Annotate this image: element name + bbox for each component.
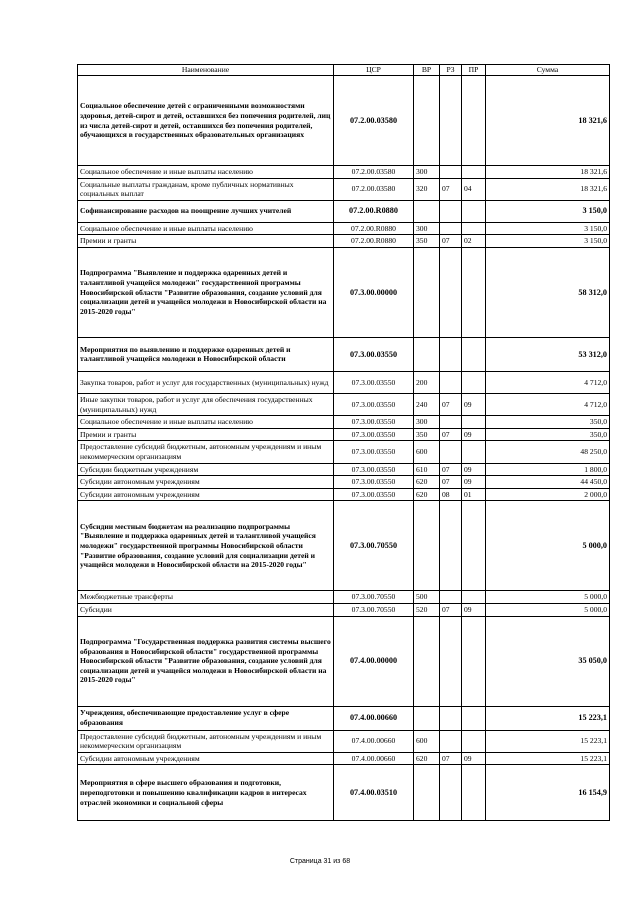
row-vr: 620 [414, 476, 440, 489]
row-csr: 07.4.00.00660 [334, 730, 414, 752]
row-csr: 07.3.00.70550 [334, 603, 414, 616]
row-name: Субсидии местным бюджетам на реализацию подпрограммы "Выявление и поддержка одаренных детей и талантливой учащейся молодежи" государственной программы Новосибирской области "Развитие образования, создание условий для социализации детей и учащейся молодежи в Новосибирской области на 2015-2020 годы" [78, 501, 334, 591]
row-pr [462, 337, 486, 371]
row-pr: 09 [462, 428, 486, 441]
table-row [78, 337, 610, 371]
row-sum: 3 150,0 [486, 200, 610, 222]
row-sum: 5 000,0 [486, 501, 610, 591]
row-sum: 1 800,0 [486, 463, 610, 476]
table-row [78, 393, 610, 415]
row-pr [462, 706, 486, 730]
row-vr: 300 [414, 166, 440, 179]
row-csr: 07.2.00.R0880 [334, 222, 414, 235]
row-vr [414, 247, 440, 337]
row-pr [462, 200, 486, 222]
row-name: Софинансирование расходов на поощрение лучших учителей [78, 200, 334, 222]
table-row [78, 441, 610, 463]
table-row [78, 166, 610, 179]
row-pr [462, 591, 486, 604]
row-rz: 07 [440, 603, 462, 616]
table-row [78, 603, 610, 616]
row-name: Социальное обеспечение и иные выплаты населению [78, 416, 334, 429]
row-name: Субсидии автономным учреждениям [78, 476, 334, 489]
row-sum: 2 000,0 [486, 488, 610, 501]
row-sum: 3 150,0 [486, 235, 610, 248]
row-rz [440, 501, 462, 591]
header-rz: РЗ [440, 65, 462, 76]
row-rz: 07 [440, 178, 462, 200]
row-name: Субсидии автономным учреждениям [78, 488, 334, 501]
row-csr: 07.3.00.03550 [334, 337, 414, 371]
row-pr: 09 [462, 603, 486, 616]
row-vr [414, 337, 440, 371]
row-csr: 07.3.00.70550 [334, 591, 414, 604]
row-csr: 07.2.00.R0880 [334, 235, 414, 248]
row-sum: 35 050,0 [486, 616, 610, 706]
row-name: Социальное обеспечение и иные выплаты населению [78, 222, 334, 235]
row-rz [440, 591, 462, 604]
row-csr: 07.3.00.03550 [334, 463, 414, 476]
row-vr [414, 706, 440, 730]
row-rz [440, 765, 462, 821]
table-row [78, 765, 610, 821]
row-name: Закупка товаров, работ и услуг для государственных (муниципальных) нужд [78, 371, 334, 393]
table-header-row [78, 65, 610, 76]
row-vr: 520 [414, 603, 440, 616]
row-vr [414, 616, 440, 706]
row-name: Социальное обеспечение детей с ограниченными возможностями здоровья, детей-сирот и детей, оставшихся без попечения родителей, лиц из числа детей-сирот и детей, оставшихся без попечения родителей, обучающихся в государственных образовательных организациях [78, 76, 334, 166]
row-rz [440, 371, 462, 393]
table-row [78, 616, 610, 706]
row-csr: 07.2.00.R0880 [334, 200, 414, 222]
row-rz [440, 441, 462, 463]
row-sum: 5 000,0 [486, 603, 610, 616]
row-name: Субсидии [78, 603, 334, 616]
row-csr: 07.3.00.03550 [334, 393, 414, 415]
table-row [78, 752, 610, 765]
row-sum: 15 223,1 [486, 752, 610, 765]
header-sum: Сумма [486, 65, 610, 76]
budget-table [77, 64, 610, 821]
row-rz [440, 616, 462, 706]
row-pr [462, 222, 486, 235]
row-vr: 320 [414, 178, 440, 200]
row-rz [440, 166, 462, 179]
table-row [78, 222, 610, 235]
row-name: Мероприятия в сфере высшего образования и подготовки, переподготовки и повышению квалификации кадров в интересах отраслей экономики и социальной сферы [78, 765, 334, 821]
row-sum: 350,0 [486, 428, 610, 441]
row-pr: 04 [462, 178, 486, 200]
header-name: Наименование [78, 65, 334, 76]
row-rz: 07 [440, 476, 462, 489]
row-pr [462, 371, 486, 393]
row-csr: 07.3.00.03550 [334, 488, 414, 501]
row-pr: 09 [462, 476, 486, 489]
row-csr: 07.4.00.00660 [334, 706, 414, 730]
row-sum: 48 250,0 [486, 441, 610, 463]
row-rz [440, 706, 462, 730]
row-rz: 08 [440, 488, 462, 501]
row-sum: 53 312,0 [486, 337, 610, 371]
row-vr: 200 [414, 371, 440, 393]
row-vr [414, 501, 440, 591]
row-name: Подпрограмма "Выявление и поддержка одаренных детей и талантливой учащейся молодежи" государственной программы Новосибирской области "Развитие образования, создание условий для социализации детей и учащейся молодежи в Новосибирской области на 2015-2020 годы" [78, 247, 334, 337]
row-pr: 09 [462, 393, 486, 415]
row-rz: 07 [440, 393, 462, 415]
table-row [78, 501, 610, 591]
row-vr: 600 [414, 730, 440, 752]
row-rz [440, 337, 462, 371]
row-sum: 4 712,0 [486, 371, 610, 393]
row-rz: 07 [440, 428, 462, 441]
row-pr: 09 [462, 752, 486, 765]
row-name: Предоставление субсидий бюджетным, автономным учреждениям и иным некоммерческим организациям [78, 730, 334, 752]
row-sum: 5 000,0 [486, 591, 610, 604]
row-vr: 620 [414, 488, 440, 501]
row-rz: 07 [440, 463, 462, 476]
table-row [78, 76, 610, 166]
row-name: Социальные выплаты гражданам, кроме публичных нормативных социальных выплат [78, 178, 334, 200]
row-csr: 07.4.00.00000 [334, 616, 414, 706]
row-pr [462, 247, 486, 337]
row-pr [462, 441, 486, 463]
row-sum: 3 150,0 [486, 222, 610, 235]
row-csr: 07.3.00.03550 [334, 476, 414, 489]
row-csr: 07.3.00.00000 [334, 247, 414, 337]
row-sum: 18 321,6 [486, 166, 610, 179]
row-vr: 620 [414, 752, 440, 765]
row-name: Субсидии автономным учреждениям [78, 752, 334, 765]
row-csr: 07.2.00.03580 [334, 178, 414, 200]
row-rz [440, 416, 462, 429]
row-name: Учреждения, обеспечивающие предоставление услуг в сфере образования [78, 706, 334, 730]
row-vr: 500 [414, 591, 440, 604]
row-sum: 350,0 [486, 416, 610, 429]
row-name: Иные закупки товаров, работ и услуг для обеспечения государственных (муниципальных) нужд [78, 393, 334, 415]
row-sum: 16 154,9 [486, 765, 610, 821]
row-pr [462, 765, 486, 821]
row-pr: 02 [462, 235, 486, 248]
table-row [78, 235, 610, 248]
row-rz [440, 222, 462, 235]
row-pr [462, 616, 486, 706]
header-pr: ПР [462, 65, 486, 76]
table-row [78, 476, 610, 489]
row-name: Подпрограмма "Государственная поддержка развития системы высшего образования в Новосибирской области" государственной программы Новосибирской области "Развитие образования, создание условий для социализации детей и учащейся молодежи в Новосибирской области на 2015-2020 годы" [78, 616, 334, 706]
row-vr [414, 765, 440, 821]
row-csr: 07.4.00.03510 [334, 765, 414, 821]
row-sum: 15 223,1 [486, 706, 610, 730]
row-name: Межбюджетные трансферты [78, 591, 334, 604]
row-vr [414, 76, 440, 166]
row-csr: 07.3.00.70550 [334, 501, 414, 591]
row-sum: 44 450,0 [486, 476, 610, 489]
row-rz [440, 247, 462, 337]
table-row [78, 416, 610, 429]
row-name: Премии и гранты [78, 428, 334, 441]
table-row [78, 488, 610, 501]
row-vr: 240 [414, 393, 440, 415]
row-csr: 07.3.00.03550 [334, 441, 414, 463]
page-number: Страница 31 из 68 [289, 858, 351, 865]
table-row [78, 591, 610, 604]
row-vr: 600 [414, 441, 440, 463]
table-row [78, 200, 610, 222]
row-vr: 350 [414, 428, 440, 441]
row-pr: 09 [462, 463, 486, 476]
row-csr: 07.3.00.03550 [334, 428, 414, 441]
row-csr: 07.3.00.03550 [334, 416, 414, 429]
row-name: Мероприятия по выявлению и поддержке одаренных детей и талантливой учащейся молодежи в Новосибирской области [78, 337, 334, 371]
row-sum: 4 712,0 [486, 393, 610, 415]
table-row [78, 178, 610, 200]
table-row [78, 730, 610, 752]
row-rz: 07 [440, 752, 462, 765]
row-pr [462, 416, 486, 429]
row-name: Социальное обеспечение и иные выплаты населению [78, 166, 334, 179]
row-sum: 18 321,6 [486, 76, 610, 166]
header-vr: ВР [414, 65, 440, 76]
row-csr: 07.4.00.00660 [334, 752, 414, 765]
table-row [78, 706, 610, 730]
row-pr [462, 76, 486, 166]
row-csr: 07.2.00.03580 [334, 76, 414, 166]
table-row [78, 463, 610, 476]
row-sum: 18 321,6 [486, 178, 610, 200]
row-rz [440, 730, 462, 752]
row-name: Предоставление субсидий бюджетным, автономным учреждениям и иным некоммерческим организациям [78, 441, 334, 463]
row-pr [462, 166, 486, 179]
header-csr: ЦСР [334, 65, 414, 76]
row-csr: 07.3.00.03550 [334, 371, 414, 393]
table-row [78, 247, 610, 337]
row-rz: 07 [440, 235, 462, 248]
row-vr: 350 [414, 235, 440, 248]
table-row [78, 428, 610, 441]
row-name: Субсидии бюджетным учреждениям [78, 463, 334, 476]
row-rz [440, 76, 462, 166]
row-vr: 610 [414, 463, 440, 476]
row-vr [414, 200, 440, 222]
table-row [78, 371, 610, 393]
row-sum: 58 312,0 [486, 247, 610, 337]
row-name: Премии и гранты [78, 235, 334, 248]
row-vr: 300 [414, 416, 440, 429]
row-pr: 01 [462, 488, 486, 501]
row-sum: 15 223,1 [486, 730, 610, 752]
row-csr: 07.2.00.03580 [334, 166, 414, 179]
row-pr [462, 501, 486, 591]
row-pr [462, 730, 486, 752]
row-vr: 300 [414, 222, 440, 235]
row-rz [440, 200, 462, 222]
